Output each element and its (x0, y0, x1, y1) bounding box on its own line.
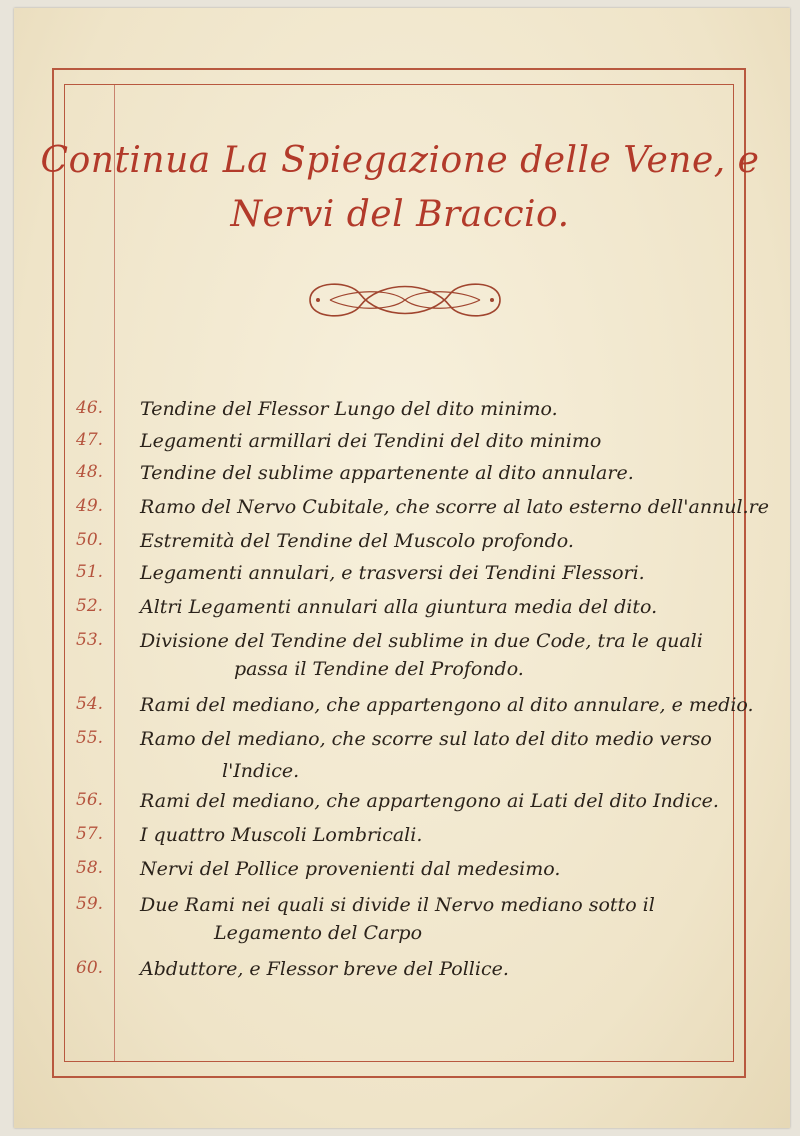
entry-number: 55. (76, 728, 104, 748)
entry-text-continuation: passa il Tendine del Profondo. (234, 658, 524, 680)
entry-number: 53. (76, 630, 104, 650)
entry-number: 56. (76, 790, 104, 810)
entry-text: Altri Legamenti annulari alla giuntura media del dito. (140, 596, 658, 618)
entry-number: 46. (76, 398, 104, 418)
entry-text: Nervi del Pollice provenienti dal medesimo. (140, 858, 561, 880)
entry-text: Ramo del Nervo Cubitale, che scorre al lato esterno dell'annul.re (140, 496, 769, 518)
entry-text: Ramo del mediano, che scorre sul lato del dito medio verso (140, 728, 712, 750)
entry-text: Divisione del Tendine del sublime in due Code, tra le quali (140, 630, 703, 652)
entry-text: Legamenti annulari, e trasversi dei Tendini Flessori. (140, 562, 645, 584)
entry-number: 50. (76, 530, 104, 550)
entry-text: Abduttore, e Flessor breve del Pollice. (140, 958, 509, 980)
entry-text-continuation: l'Indice. (222, 760, 300, 782)
entry-number: 47. (76, 430, 104, 450)
entry-text: Tendine del sublime appartenente al dito annulare. (140, 462, 634, 484)
entry-text: Rami del mediano, che appartengono ai Lati del dito Indice. (140, 790, 719, 812)
entry-number: 58. (76, 858, 104, 878)
calligraphic-flourish (290, 272, 520, 328)
entry-number: 49. (76, 496, 104, 516)
entry-number: 48. (76, 462, 104, 482)
list-item (0, 728, 800, 768)
entry-text: I quattro Muscoli Lombricali. (140, 824, 423, 846)
entry-text: Rami del mediano, che appartengono al dito annulare, e medio. (140, 694, 754, 716)
entry-number: 51. (76, 562, 104, 582)
list-item (0, 958, 800, 998)
entry-text: Legamenti armillari dei Tendini del dito minimo (140, 430, 602, 452)
list-item (0, 858, 800, 898)
entry-text: Tendine del Flessor Lungo del dito minimo. (140, 398, 558, 420)
entry-number: 54. (76, 694, 104, 714)
entry-number: 59. (76, 894, 104, 914)
entry-number: 60. (76, 958, 104, 978)
entry-text: Estremità del Tendine del Muscolo profondo. (140, 530, 574, 552)
title-line-2: Nervi del Braccio. (230, 194, 570, 235)
entry-text-continuation: Legamento del Carpo (214, 922, 423, 944)
entry-number: 52. (76, 596, 104, 616)
entry-number: 57. (76, 824, 104, 844)
entry-text: Due Rami nei quali si divide il Nervo mediano sotto il (140, 894, 655, 916)
title-line-1: Continua La Spiegazione delle Vene, e (40, 140, 760, 181)
